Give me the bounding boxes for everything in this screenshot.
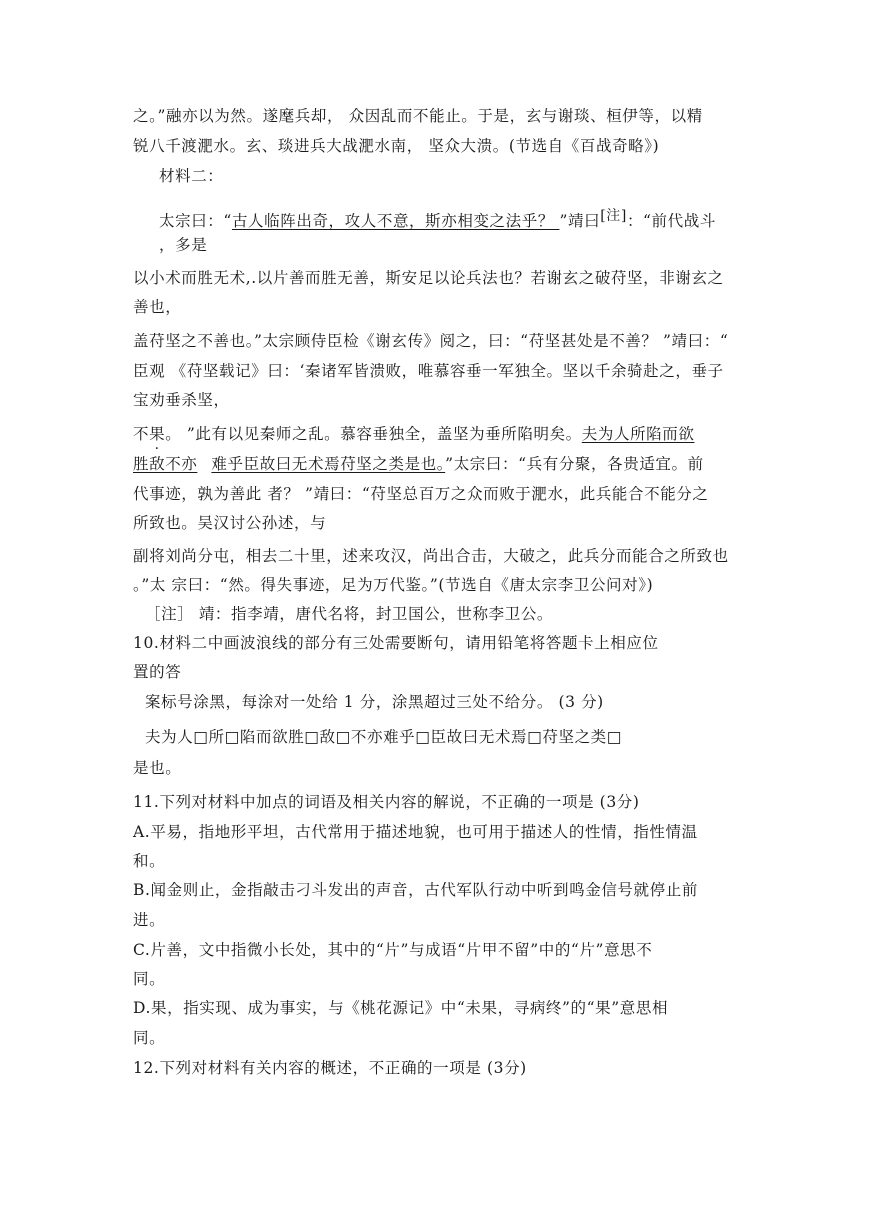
text-line: 锐八千渡淝水。玄、琰进兵大战淝水南， 坚众大溃。(节选自《百战奇略》) (133, 137, 660, 155)
text-line (159, 206, 716, 231)
question-10: 10.材料二中画波浪线的部分有三处需要断句，请用铅笔将答题卡上相应位 (133, 634, 659, 652)
text-line: 副将刘尚分屯，相去二十里，述来攻汉，尚出合击，大破之，此兵分而能合之所致也 (133, 547, 729, 565)
text-span: ：“前代战斗 (626, 212, 716, 230)
footnote-marker: [注] (600, 208, 627, 224)
text-line: 。”太 宗曰：“然。得失事迹，足为万代鉴。”(节选自《唐太宗李卫公问对》) (133, 576, 654, 594)
underlined-question: 古人临阵出奇，攻人不意，斯亦相变之法乎？ (231, 212, 560, 230)
text-line: 善也， (133, 298, 182, 316)
text-span: ”太宗曰：“兵有分聚，各贵适宜。前 (445, 455, 704, 473)
footnote: ［注］ 靖：指李靖，唐代名将，封卫国公，世称李卫公。 (145, 605, 554, 623)
wavy-underlined-passage: 夫为人所陷而欲 (581, 425, 695, 443)
question-11: 11.下列对材料中加点的词语及相关内容的解说，不正确的一项是 (3分) (133, 793, 640, 811)
option-b: B.闻金则止，金指敲击刁斗发出的声音，古代军队行动中听到鸣金信号就停止前 (133, 881, 698, 899)
text-line: 代事迹，孰为善此 者？ ”靖曰：“苻坚总百万之众而败于淝水，此兵能合不能分之 (133, 485, 709, 503)
text-line: 是也。 (133, 759, 182, 777)
text-line: 置的答 (133, 663, 182, 681)
text-line: 案标号涂黑，每涂对一处给 1 分，涂黑超过三处不给分。 (3 分) (145, 693, 604, 711)
text-line: 所致也。吴汉讨公孙述，与 (133, 514, 327, 532)
text-span: ”靖曰 (559, 212, 601, 230)
text-line: 进。 (133, 911, 166, 929)
text-line: 盖苻坚之不善也。”太宗顾侍臣检《谢玄传》阅之，曰：“苻坚甚处是不善？ ”靖曰：“ (133, 332, 729, 350)
text-line: 以小术而胜无术,.以片善而胜无善，斯安足以论兵法也？若谢玄之破苻坚，非谢玄之 (133, 269, 724, 287)
wavy-underlined-passage: 胜敌不亦 (133, 455, 198, 473)
text-line: 同。 (133, 970, 166, 988)
answer-choices-line: 夫为人□所□陷而欲胜□敌□不亦难乎□臣故曰无术焉□苻坚之类□ (145, 728, 623, 746)
text-line: ，多是 (159, 236, 208, 254)
wavy-underlined-passage: 难乎臣故曰无术焉苻坚之类是也。 (211, 455, 446, 473)
text-span: 太宗曰：“ (159, 212, 232, 230)
section-heading: 材料二： (159, 167, 224, 185)
text-line: 之。”融亦以为然。遂麾兵却， 众因乱而不能止。于是，玄与谢琰、桓伊等，以精 (133, 107, 703, 125)
dotted-word: 果 (149, 425, 166, 443)
option-d: D.果，指实现、成为事实，与《桃花源记》中“未果，寻病终”的“果”意思相 (133, 999, 669, 1017)
text-line (133, 424, 694, 444)
option-c: C.片善，文中指微小长处，其中的“片”与成语“片甲不留”中的“片”意思不 (133, 941, 653, 959)
text-span: 。 ”此有以见秦师之乱。慕容垂独全，盖坚为垂所陷明矣。 (165, 425, 582, 443)
text-line: 宝劝垂杀坚， (133, 391, 230, 409)
option-a: A.平易，指地形平坦，古代常用于描述地貌，也可用于描述人的性情，指性情温 (133, 823, 698, 841)
text-line: 和。 (133, 852, 166, 870)
text-line (133, 454, 704, 474)
text-line: 同。 (133, 1029, 166, 1047)
text-line: 臣观 《苻坚载记》曰：‘秦诸军皆溃败，唯慕容垂一军独全。坚以千余骑赴之，垂子 (133, 362, 724, 380)
question-12: 12.下列对材料有关内容的概述，不正确的一项是 (3分) (133, 1059, 527, 1077)
text-span: 不 (133, 425, 150, 443)
